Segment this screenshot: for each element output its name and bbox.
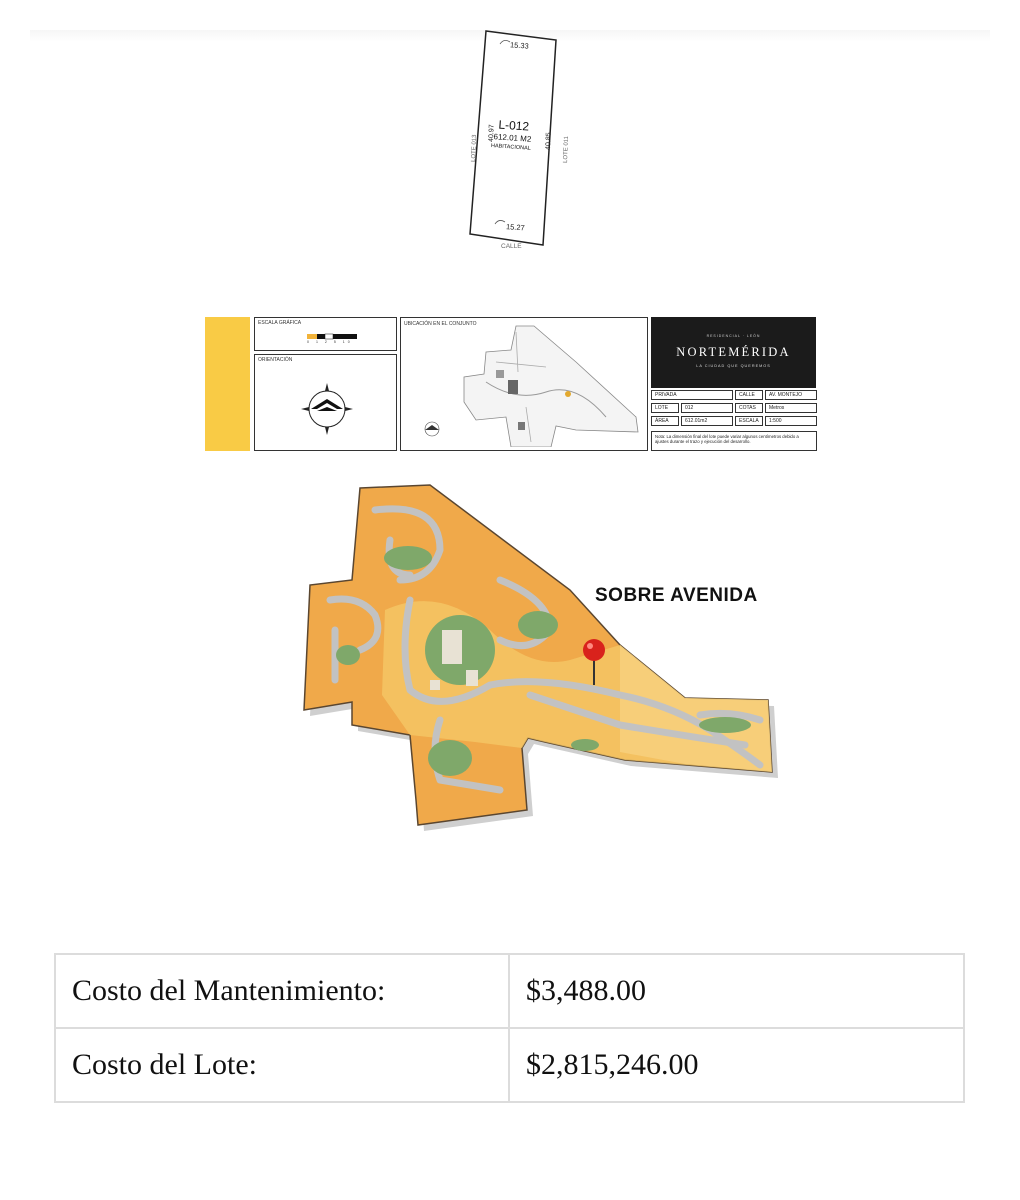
brand-name: NORTEMÉRIDA [676, 345, 791, 359]
lot-plan-drawing [440, 20, 600, 260]
brand-block [651, 317, 816, 388]
scale-bar-graphic [307, 330, 367, 348]
lot-info-grid [651, 390, 817, 429]
calle-value: AV. MONTEJO [765, 390, 817, 400]
privada-cell: PRIVADA [651, 390, 733, 400]
disclaimer-note: Nota: La dimensión final del lote puede variar algunos centímetros debido a ajustes durante el trazo y ejecución del desarrollo. [651, 431, 817, 451]
lote-label: LOTE [651, 403, 679, 413]
table-row [55, 1028, 964, 1102]
orientation-box [254, 354, 397, 451]
scale-title: ESCALA GRÁFICA [258, 320, 302, 326]
cotas-label: COTAS [735, 403, 763, 413]
info-row [651, 390, 817, 401]
left-neighbor-label: LOTE 013 [471, 134, 478, 163]
lot-use: HABITACIONAL [490, 143, 532, 152]
location-box [400, 317, 648, 451]
location-minimap [456, 322, 646, 447]
bottom-dimension: 15.27 [505, 222, 526, 233]
brand-small-text: RESIDENCIAL · LEÓN [706, 334, 761, 338]
lot-cost-value: $2,815,246.00 [509, 1028, 964, 1102]
lot-id: L-012 [497, 117, 530, 134]
scale-ticks: 0 1 2 5 10 [307, 340, 353, 344]
area-value: 612.01m2 [681, 416, 733, 426]
right-dimension: 40.85 [545, 132, 553, 151]
table-row [55, 954, 964, 1028]
escala-value: 1:500 [765, 416, 817, 426]
cotas-value: Metros [765, 403, 817, 413]
map-lots [304, 485, 772, 825]
lot-area: 612.01 M2 [493, 132, 532, 144]
info-row [651, 416, 817, 427]
maintenance-cost-value: $3,488.00 [509, 954, 964, 1028]
price-table [54, 953, 965, 1103]
lot-cost-label: Costo del Lote: [55, 1028, 509, 1102]
orientation-title: ORIENTACIÓN [258, 357, 293, 363]
top-dimension: 15.33 [509, 40, 530, 51]
street-label: CALLE [501, 243, 522, 250]
left-dimension: 40.97 [488, 124, 496, 143]
scale-box [254, 317, 397, 351]
location-marker-icon [583, 639, 605, 661]
compass-icon [299, 377, 355, 439]
maintenance-cost-label: Costo del Mantenimiento: [55, 954, 509, 1028]
lote-value: 012 [681, 403, 733, 413]
escala-label: ESCALA [735, 416, 763, 426]
accent-bar [205, 317, 250, 451]
location-title: UBICACIÓN EN EL CONJUNTO [404, 321, 477, 327]
brand-slogan: LA CIUDAD QUE QUEREMOS [696, 364, 771, 368]
sobre-avenida-label: SOBRE AVENIDA [595, 585, 758, 606]
info-row [651, 403, 817, 414]
right-neighbor-label: LOTE 011 [563, 135, 570, 164]
area-label: ÁREA [651, 416, 679, 426]
masterplan-map [290, 480, 790, 835]
calle-label: CALLE [735, 390, 763, 400]
minimap-compass-icon [421, 418, 443, 440]
